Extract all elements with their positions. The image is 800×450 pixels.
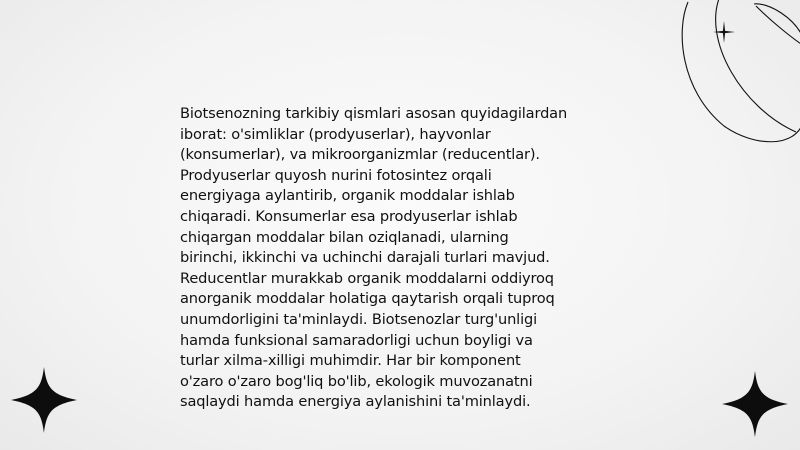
four-point-star-icon [11,367,77,433]
four-point-star-icon [722,371,788,437]
body-paragraph: Biotsenozning tarkibiy qismlari asosan quyidagilardan iborat: o'simliklar (prodyuserlar), hayvonlar (konsumerlar), va mikroorganizmlar (reducentlar). Prodyuserlar quyosh nurini fotosintez orqali energiyaga aylantirib, organik moddalar ishlab chiqaradi. Konsumerlar esa prodyuserlar ishlab chiqargan moddalar bilan oziqlanadi, ularning birinchi, ikkinchi va uchinchi darajali turlari mavjud. Reducentlar murakkab organik moddalarni oddiyroq anorganik moddalar holatiga qaytarish orqali tuproq unumdorligini ta'minlaydi. Biotsenozlar turg'unligi hamda funksional samaradorligi uchun boyligi va turlar xilma-xilligi muhimdir. Har bir komponent o'zaro o'zaro bog'liq bo'lib, ekologik muvozanatni saqlaydi hamda energiya aylanishini ta'minlaydi. [180,105,568,411]
orbit-lines-icon [672,0,800,150]
sparkle-icon [712,20,736,44]
